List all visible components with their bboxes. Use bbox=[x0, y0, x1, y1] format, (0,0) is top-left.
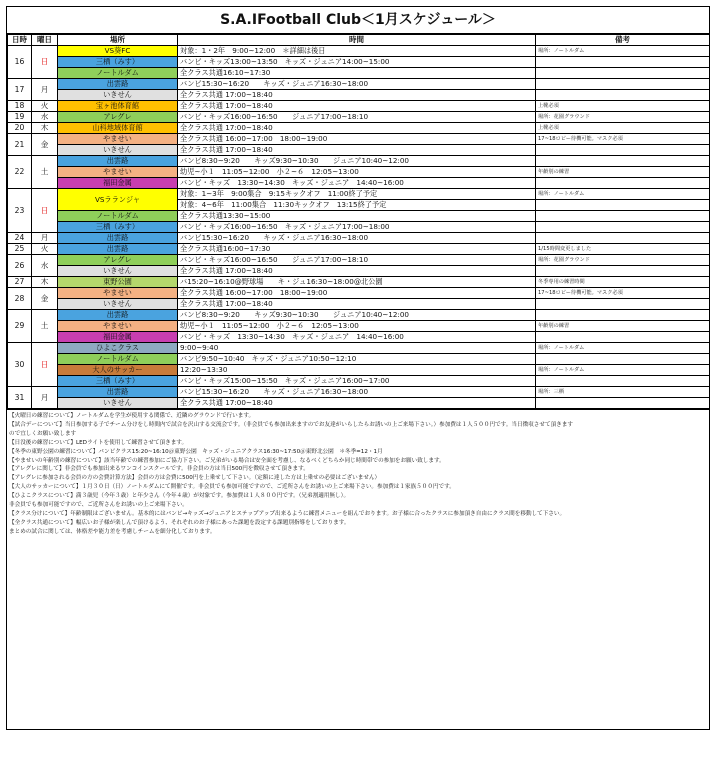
note-cell bbox=[536, 145, 710, 156]
day-cell: 20 bbox=[8, 123, 32, 134]
time-cell: バンビ8:30~9:20 キッズ9:30~10:30 ジュニア10:40~12:00 bbox=[178, 156, 536, 167]
table-row bbox=[8, 156, 710, 167]
note-cell bbox=[536, 211, 710, 222]
time-cell: バ15:20~16:10@野球場 キ・ジュ16:30~18:00@北公園 bbox=[178, 277, 536, 288]
note-cell: 場所：花園グラウンド bbox=[536, 112, 710, 123]
table-row bbox=[8, 266, 710, 277]
place-cell: いきせん bbox=[58, 145, 178, 156]
time-cell: バンビ・キッズ 13:30~14:30 キッズ・ジュニア 14:40~16:00 bbox=[178, 332, 536, 343]
table-row bbox=[8, 90, 710, 101]
note-cell bbox=[536, 57, 710, 68]
table-row bbox=[8, 189, 710, 200]
place-cell: 山科地域体育館 bbox=[58, 123, 178, 134]
place-cell: 福田金属 bbox=[58, 178, 178, 189]
note-cell bbox=[536, 90, 710, 101]
table-row bbox=[8, 310, 710, 321]
note-cell: 17~18ロビー待機可能。マスク必須 bbox=[536, 288, 710, 299]
day-cell: 30 bbox=[8, 343, 32, 387]
table-row bbox=[8, 288, 710, 299]
weekday-cell: 水 bbox=[32, 112, 58, 123]
place-cell: ノートルダム bbox=[58, 68, 178, 79]
note-cell: 場所：ノートルダム bbox=[536, 189, 710, 200]
note-cell bbox=[536, 222, 710, 233]
table-row bbox=[8, 46, 710, 57]
time-cell: 対象：1~3年 9:00集合 9:15キックオフ 11:00終了予定 bbox=[178, 189, 536, 200]
time-cell: 全クラス共通 16:00~17:00 18:00~19:00 bbox=[178, 288, 536, 299]
place-cell: 東野公園 bbox=[58, 277, 178, 288]
weekday-cell: 土 bbox=[32, 310, 58, 343]
time-cell: 全クラス共通 16:00~17:00 18:00~19:00 bbox=[178, 134, 536, 145]
table-row bbox=[8, 376, 710, 387]
header-note: 備考 bbox=[536, 35, 710, 46]
table-header-row bbox=[8, 35, 710, 46]
time-cell: 全クラス共通 17:00~18:40 bbox=[178, 266, 536, 277]
note-cell bbox=[536, 299, 710, 310]
note-line: 【日没後の練習について】LEDライトを使用して練習させて頂きます。 bbox=[9, 439, 188, 446]
note-cell: 冬季専用の練習時間 bbox=[536, 277, 710, 288]
place-cell: やませい bbox=[58, 288, 178, 299]
time-cell: 全クラス共通 17:00~18:40 bbox=[178, 123, 536, 134]
day-cell: 24 bbox=[8, 233, 32, 244]
table-row bbox=[8, 79, 710, 90]
note-cell bbox=[536, 233, 710, 244]
note-line: 非会員でも参加可能ですので、ご近所さんをお誘いの上ご来場下さい。 bbox=[9, 502, 188, 509]
weekday-cell: 月 bbox=[32, 387, 58, 409]
time-cell: バンビ・キッズ16:00~16:50 ジュニア17:00~18:10 bbox=[178, 255, 536, 266]
note-cell: 場所：花園グラウンド bbox=[536, 255, 710, 266]
table-row bbox=[8, 68, 710, 79]
place-cell: 大人のサッカー bbox=[58, 365, 178, 376]
time-cell: バンビ15:30~16:20 キッズ・ジュニア16:30~18:00 bbox=[178, 387, 536, 398]
note-cell: 1/15時間変更しました bbox=[536, 244, 710, 255]
day-cell: 19 bbox=[8, 112, 32, 123]
time-cell: 幼児~小１ 11:05~12:00 小２~６ 12:05~13:00 bbox=[178, 167, 536, 178]
day-cell: 26 bbox=[8, 255, 32, 277]
weekday-cell: 月 bbox=[32, 79, 58, 101]
time-cell: 9:00~9:40 bbox=[178, 343, 536, 354]
note-cell bbox=[536, 266, 710, 277]
place-cell: 福田金属 bbox=[58, 332, 178, 343]
table-row bbox=[8, 233, 710, 244]
note-cell bbox=[536, 354, 710, 365]
page-title: S.A.IFootball Club＜1月スケジュール＞ bbox=[7, 7, 709, 34]
weekday-cell: 金 bbox=[32, 288, 58, 310]
note-cell: 17~18ロビー待機可能。マスク必須 bbox=[536, 134, 710, 145]
place-cell: VS葵FC bbox=[58, 46, 178, 57]
place-cell: やませい bbox=[58, 134, 178, 145]
table-row bbox=[8, 145, 710, 156]
weekday-cell: 水 bbox=[32, 255, 58, 277]
note-line: 【アレグレに参加される会員の方の会費計算方法】会員の方は会費に500円を上乗せして下さい。（定額に達した方は上乗せの必要はございません） bbox=[9, 475, 381, 482]
weekday-cell: 土 bbox=[32, 156, 58, 189]
table-row bbox=[8, 365, 710, 376]
note-line: 【やませいの年齢別の練習について】該当年齢での練習参加にご協力下さい。ご兄弟がいる場合は安全面を考慮し、なるべくどちらか同じ時間帯での参加をお願い致します。 bbox=[9, 457, 445, 464]
table-row bbox=[8, 112, 710, 123]
day-cell: 22 bbox=[8, 156, 32, 189]
note-line: ので宜しくお願い致します bbox=[9, 430, 77, 437]
place-cell: アレグレ bbox=[58, 255, 178, 266]
table-row bbox=[8, 277, 710, 288]
notes-section bbox=[7, 409, 709, 539]
weekday-cell: 月 bbox=[32, 233, 58, 244]
schedule-sheet bbox=[6, 6, 710, 730]
note-line: 【全クラス共通について】幅広いお子様が楽しんで頂けるよう、それぞれのお子様にあった課題を設定する課題別指導をしております。 bbox=[9, 519, 350, 526]
weekday-cell: 日 bbox=[32, 189, 58, 233]
note-line: まとめの試合に関しては、体格差や能力差を考慮しチームを細分化しております。 bbox=[9, 528, 216, 535]
schedule-body bbox=[8, 46, 710, 409]
day-cell: 28 bbox=[8, 288, 32, 310]
place-cell: 出雲路 bbox=[58, 244, 178, 255]
place-cell: やませい bbox=[58, 167, 178, 178]
place-cell: ひよこクラス bbox=[58, 343, 178, 354]
note-cell bbox=[536, 376, 710, 387]
table-row bbox=[8, 244, 710, 255]
note-cell: 年齢別の練習 bbox=[536, 321, 710, 332]
header-place: 場所 bbox=[58, 35, 178, 46]
weekday-cell: 火 bbox=[32, 244, 58, 255]
time-cell: バンビ・キッズ15:00~15:50 キッズ・ジュニア16:00~17:00 bbox=[178, 376, 536, 387]
place-cell: いきせん bbox=[58, 266, 178, 277]
time-cell: 全クラス共通 17:00~18:40 bbox=[178, 398, 536, 409]
place-cell: 出雲路 bbox=[58, 310, 178, 321]
note-cell: 上靴必須 bbox=[536, 123, 710, 134]
note-cell bbox=[536, 310, 710, 321]
table-row bbox=[8, 387, 710, 398]
time-cell: バンビ・キッズ16:00~16:50 キッズ・ジュニア17:00~18:00 bbox=[178, 222, 536, 233]
place-cell: 宝ヶ池体育館 bbox=[58, 101, 178, 112]
note-cell: 上靴必須 bbox=[536, 101, 710, 112]
note-cell: 場所：ノートルダム bbox=[536, 343, 710, 354]
note-cell bbox=[536, 332, 710, 343]
note-cell: 場所：ノートルダム bbox=[536, 365, 710, 376]
place-cell: いきせん bbox=[58, 299, 178, 310]
header-weekday: 曜日 bbox=[32, 35, 58, 46]
note-cell bbox=[536, 398, 710, 409]
note-line: 【ひよこクラスについて】満３歳児（今年３歳）と年少さん（今年４歳）が対象です。参加費は１人８００円です。（兄弟割適用無し）。 bbox=[9, 493, 350, 500]
day-cell: 17 bbox=[8, 79, 32, 101]
time-cell: バンビ15:30~16:20 キッズ・ジュニア16:30~18:00 bbox=[178, 233, 536, 244]
time-cell: 対象：4~6年 11:00集合 11:30キックオフ 13:15終了予定 bbox=[178, 200, 536, 211]
place-cell: 三栖（みす） bbox=[58, 222, 178, 233]
table-row bbox=[8, 321, 710, 332]
place-cell: 三栖（みす） bbox=[58, 57, 178, 68]
table-row bbox=[8, 167, 710, 178]
note-cell bbox=[536, 178, 710, 189]
place-cell: 出雲路 bbox=[58, 233, 178, 244]
table-row bbox=[8, 343, 710, 354]
note-cell: 場所：ノートルダム bbox=[536, 46, 710, 57]
day-cell: 25 bbox=[8, 244, 32, 255]
note-line: 【冬季の東野公園の練習について】バンビクラス15:20~16:10＠東野公園 キッズ・ジュニアクラス16:30~17:50＠東野北公園 ＊冬季=12・1月 bbox=[9, 448, 383, 455]
table-row bbox=[8, 57, 710, 68]
table-row bbox=[8, 211, 710, 222]
place-cell: アレグレ bbox=[58, 112, 178, 123]
place-cell: いきせん bbox=[58, 90, 178, 101]
time-cell: 全クラス共通 17:00~18:40 bbox=[178, 145, 536, 156]
time-cell: バンビ・キッズ 13:30~14:30 キッズ・ジュニア 14:40~16:00 bbox=[178, 178, 536, 189]
table-row bbox=[8, 134, 710, 145]
note-cell: 場所：三栖 bbox=[536, 387, 710, 398]
place-cell: いきせん bbox=[58, 398, 178, 409]
schedule-table bbox=[7, 34, 710, 409]
time-cell: 全クラス共通 17:00~18:40 bbox=[178, 299, 536, 310]
table-row bbox=[8, 178, 710, 189]
day-cell: 16 bbox=[8, 46, 32, 79]
time-cell: 全クラス共通16:10~17:30 bbox=[178, 68, 536, 79]
table-row bbox=[8, 222, 710, 233]
day-cell: 27 bbox=[8, 277, 32, 288]
table-row bbox=[8, 255, 710, 266]
table-row bbox=[8, 299, 710, 310]
note-line: 【アレグレに関して】非会員でも参加出来るワンコインスクールです。非会員の方は当日500円を徴収させて頂きます。 bbox=[9, 466, 309, 473]
table-row bbox=[8, 354, 710, 365]
note-cell bbox=[536, 200, 710, 211]
table-row bbox=[8, 398, 710, 409]
table-row bbox=[8, 123, 710, 134]
day-cell: 21 bbox=[8, 134, 32, 156]
note-line: 【試合デーについて】当日参加する子でチーム分けをし時間内で試合を沢山する交流会です。（非会員でも参加出来ますのでお友達がいらしたらお誘いの上ご来場下さい。）参加費は１人５００円です。当日徴収させて頂きます bbox=[9, 421, 573, 428]
place-cell: ノートルダム bbox=[58, 354, 178, 365]
note-cell bbox=[536, 68, 710, 79]
weekday-cell: 金 bbox=[32, 134, 58, 156]
note-line: 【火曜日の練習について】ノートルダムを学生が使用する関係で、近隣のグラウンドで行います。 bbox=[9, 413, 255, 419]
day-cell: 29 bbox=[8, 310, 32, 343]
time-cell: 幼児~小１ 11:05~12:00 小２~６ 12:05~13:00 bbox=[178, 321, 536, 332]
time-cell: バンビ15:30~16:20 キッズ・ジュニア16:30~18:00 bbox=[178, 79, 536, 90]
day-cell: 18 bbox=[8, 101, 32, 112]
weekday-cell: 日 bbox=[32, 46, 58, 79]
place-cell: 出雲路 bbox=[58, 79, 178, 90]
place-cell: VSラランジャ bbox=[58, 189, 178, 211]
place-cell: やませい bbox=[58, 321, 178, 332]
note-line: 【大人のサッカーについて】１月３０日（日）ノートルダムにて開催です。非会員でも参加可能ですので、ご近所さんをお誘いの上ご来場下さい。参加費は１家族５００円です。 bbox=[9, 484, 455, 491]
place-cell: 出雲路 bbox=[58, 156, 178, 167]
time-cell: 対象：1・2年 9:00~12:00 ＊詳細は後日 bbox=[178, 46, 536, 57]
time-cell: バンビ8:30~9:20 キッズ9:30~10:30 ジュニア10:40~12:00 bbox=[178, 310, 536, 321]
place-cell: 三栖（みす） bbox=[58, 376, 178, 387]
header-day: 日時 bbox=[8, 35, 32, 46]
time-cell: バンビ・キッズ13:00~13:50 キッズ・ジュニア14:00~15:00 bbox=[178, 57, 536, 68]
day-cell: 31 bbox=[8, 387, 32, 409]
time-cell: 全クラス共通 17:00~18:40 bbox=[178, 101, 536, 112]
time-cell: 全クラス共通16:00~17:30 bbox=[178, 244, 536, 255]
weekday-cell: 火 bbox=[32, 101, 58, 112]
time-cell: 12:20~13:30 bbox=[178, 365, 536, 376]
weekday-cell: 木 bbox=[32, 277, 58, 288]
table-row bbox=[8, 101, 710, 112]
time-cell: 全クラス共通 17:00~18:40 bbox=[178, 90, 536, 101]
day-cell: 23 bbox=[8, 189, 32, 233]
header-time: 時間 bbox=[178, 35, 536, 46]
weekday-cell: 日 bbox=[32, 343, 58, 387]
place-cell: ノートルダム bbox=[58, 211, 178, 222]
time-cell: 全クラス共通13:30~15:00 bbox=[178, 211, 536, 222]
table-row bbox=[8, 332, 710, 343]
place-cell: 出雲路 bbox=[58, 387, 178, 398]
weekday-cell: 木 bbox=[32, 123, 58, 134]
note-cell: 年齢別の練習 bbox=[536, 167, 710, 178]
time-cell: バンビ・キッズ16:00~16:50 ジュニア17:00~18:10 bbox=[178, 112, 536, 123]
note-cell bbox=[536, 79, 710, 90]
note-cell bbox=[536, 156, 710, 167]
time-cell: バンビ9:50~10:40 キッズ・ジュニア10:50~12:10 bbox=[178, 354, 536, 365]
note-line: 【クラス分けについて】年齢制限はございません。基本的にはバンビ→キッズ→ジュニアとステップアップ出来るように練習メニューを組んでおります。お子様に合ったクラスに参加頂き自由にクラス間を移動して下さい。 bbox=[9, 510, 566, 517]
